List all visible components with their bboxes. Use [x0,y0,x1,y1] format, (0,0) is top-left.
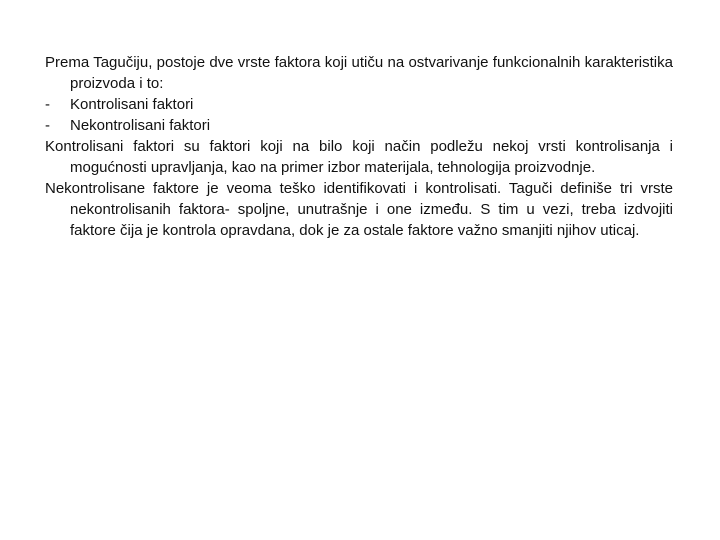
bullet-item-controlled [45,94,673,115]
bullet-item-uncontrolled [45,115,673,136]
text-body [45,52,673,241]
bullet-marker: - [45,117,50,134]
bullet-text: Nekontrolisani faktori [70,117,211,134]
intro-paragraph: Prema Tagučiju, postoje dve vrste faktora koji utiču na ostvarivanje funkcionalnih karakteristika proizvoda i to: [45,54,673,92]
bullet-text: Kontrolisani faktori [70,96,194,113]
uncontrolled-factors-paragraph: Nekontrolisane faktore je veoma teško identifikovati i kontrolisati. Taguči definiše tri vrste nekontrolisanih faktora- spoljne, unutrašnje i one između. S tim u vezi, treba izdvojiti faktore čija je kontrola opravdana, dok je za ostale faktore važno smanjiti njihov uticaj. [45,180,673,239]
bullet-marker: - [45,96,50,113]
controlled-factors-paragraph: Kontrolisani faktori su faktori koji na bilo koji način podležu nekoj vrsti kontrolisanja i mogućnosti upravljanja, kao na primer izbor materijala, tehnologija proizvodnje. [45,138,673,176]
